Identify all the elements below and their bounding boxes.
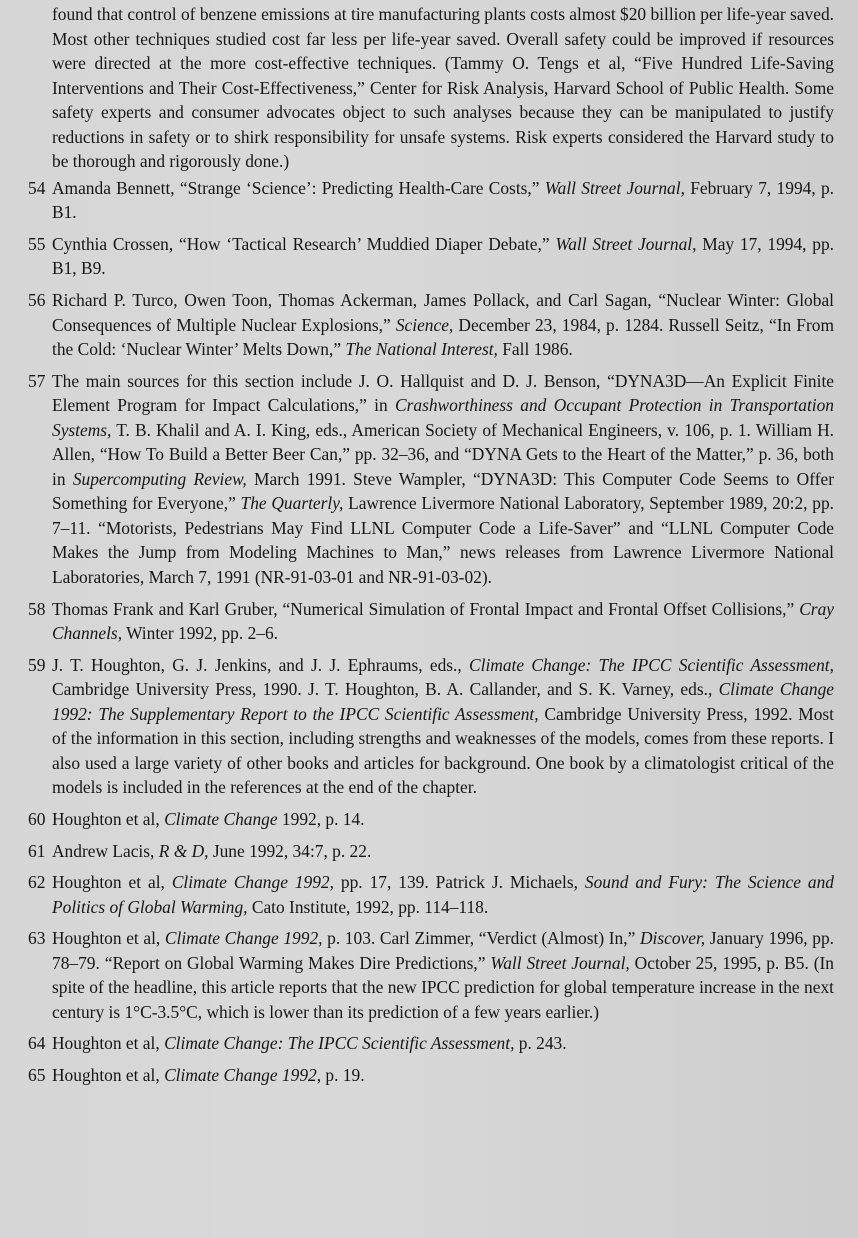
italic-title: Discover, — [639, 928, 706, 949]
italic-title: Climate Change: The IPCC Scientific Assessment, — [164, 1033, 515, 1054]
citation-text: Houghton et al, — [52, 808, 165, 829]
endnote-number: 61 — [28, 840, 46, 861]
italic-title: Climate Change 1992, — [164, 1064, 322, 1085]
endnote-number: 62 — [28, 872, 46, 893]
endnote-text — [52, 178, 834, 223]
endnote-55 — [28, 232, 834, 281]
endnote-56 — [28, 288, 834, 362]
citation-text: p. 103. Carl Zimmer, “Verdict (Almost) In,” — [322, 928, 640, 949]
citation-text: May 17, 1994, pp. B1, B9. — [52, 233, 835, 279]
endnote-59 — [28, 653, 834, 800]
citation-text: pp. 17, 139. Patrick J. Michaels, — [333, 872, 585, 893]
citation-text: J. T. Houghton, G. J. Jenkins, and J. J. Ephraums, eds., — [52, 654, 470, 675]
endnote-text — [52, 371, 834, 587]
endnote-number: 64 — [28, 1033, 46, 1054]
endnote-text — [52, 1033, 567, 1053]
citation-text: Houghton et al, — [52, 872, 172, 893]
endnote-number: 56 — [28, 290, 46, 311]
italic-title: Climate Change 1992, — [171, 872, 334, 893]
citation-text: Cato Institute, 1992, pp. 114–118. — [247, 896, 489, 917]
endnote-text — [52, 234, 834, 279]
citation-text: December 23, 1984, p. 1284. Russell Seitz, “In From the Cold: ‘Nuclear Winter’ Melts Down,” — [52, 314, 834, 360]
endnote-61 — [28, 839, 834, 864]
citation-text: Houghton et al, — [52, 1033, 165, 1054]
citation-text: Winter 1992, pp. 2–6. — [122, 623, 279, 644]
italic-title: Climate Change: The IPCC Scientific Assessment, — [469, 654, 834, 675]
endnote-60 — [28, 807, 834, 832]
endnote-62 — [28, 870, 834, 919]
endnote-number: 65 — [28, 1064, 46, 1085]
citation-text: October 25, 1995, p. B5. (In spite of the headline, this article reports that the new IPCC prediction for global temperature increase in the next century is 1°C-3.5°C, which is lower than its prediction of a few years earlier.) — [52, 952, 834, 1022]
endnote-text — [52, 928, 834, 1022]
endnote-text — [52, 1065, 365, 1085]
endnote-64 — [28, 1031, 834, 1056]
endnote-number: 55 — [28, 233, 46, 254]
italic-title: Science, — [395, 314, 454, 335]
italic-title: Climate Change — [164, 808, 278, 829]
italic-title: Crashworthiness and Occupant Protection in Transportation Systems, — [52, 395, 835, 440]
citation-text: March 1991. Steve Wampler, “DYNA3D: This Computer Code Seems to Offer Something for Everyone,” — [52, 468, 834, 514]
citation-text: p. 243. — [514, 1033, 567, 1054]
italic-title: Wall Street Journal, — [555, 233, 697, 254]
italic-title: Wall Street Journal, — [490, 952, 630, 973]
citation-text: p. 19. — [321, 1064, 365, 1085]
italic-title: The National Interest, — [345, 339, 498, 360]
italic-title: Sound and Fury: The Science and Politics of Global Warming, — [52, 872, 834, 917]
citation-text: Thomas Frank and Karl Gruber, “Numerical Simulation of Frontal Impact and Frontal Offset Collisions,” — [52, 598, 800, 619]
citation-text: June 1992, 34:7, p. 22. — [208, 840, 372, 861]
italic-title: The Quarterly, — [240, 493, 344, 514]
endnote-number: 54 — [28, 177, 46, 198]
citation-text: 1992, p. 14. — [277, 808, 365, 829]
citation-text: Fall 1986. — [497, 339, 573, 360]
endnote-text — [52, 655, 834, 798]
continued-note-text: found that control of benzene emissions at tire manufacturing plants costs almost $20 billion per life-year saved. Most other techniques studied cost far less per life-year saved. Overall safety could be improved if resources were directed at the more cost-effective techniques. (Tammy O. Tengs et al, “Five Hundred Life-Saving Interventions and Their Cost-Effectiveness,” Center for Risk Analysis, Harvard School of Public Health. Some safety experts and consumer advocates object to such analyses because they can be manipulated to justify reductions in safety or to shirk responsibility for unsafe systems. Risk experts considered the Harvard study to be thorough and rigorously done.) — [52, 4, 834, 172]
citation-text: Cambridge University Press, 1992. Most of the information in this section, including strengths and weaknesses of the models, comes from these reports. I also used a large variety of other books and articles for background. One book by a climatologist critical of the models is included in the references at the end of the chapter. — [52, 703, 834, 798]
endnote-number: 59 — [28, 654, 46, 675]
citation-text: January 1996, pp. 78–79. “Report on Global Warming Makes Dire Predictions,” — [52, 928, 835, 973]
endnote-number: 63 — [28, 928, 46, 949]
citation-text: Houghton et al, — [52, 928, 165, 949]
endnote-65 — [28, 1063, 834, 1088]
citation-text: Cynthia Crossen, “How ‘Tactical Research’ Muddied Diaper Debate,” — [52, 233, 556, 254]
citation-text: Lawrence Livermore National Laboratory, September 1989, 20:2, pp. 7–11. “Motorists, Pedestrians May Find LLNL Computer Code a Life-Saver” and “LLNL Computer Code Makes the Jump from Modeling Machines to Man,” news releases from Lawrence Livermore National Laboratories, March 7, 1991 (NR-91-03-01 and NR-91-03-02). — [52, 493, 834, 588]
endnote-text — [52, 841, 371, 861]
citation-text: Amanda Bennett, “Strange ‘Science’: Predicting Health-Care Costs,” — [52, 177, 545, 198]
endnotes-list — [28, 176, 834, 1088]
italic-title: Climate Change 1992, — [164, 928, 323, 949]
italic-title: Supercomputing Review, — [72, 468, 247, 489]
endnote-text — [52, 809, 365, 829]
endnote-58 — [28, 597, 834, 646]
endnote-text — [52, 290, 834, 359]
italic-title: Climate Change 1992: The Supplementary Report to the IPCC Scientific Assessment, — [52, 679, 835, 724]
endnote-57 — [28, 369, 834, 590]
citation-text: February 7, 1994, p. B1. — [52, 177, 834, 223]
endnote-text — [52, 599, 834, 644]
italic-title: R & D, — [158, 840, 209, 861]
citation-text: The main sources for this section include J. O. Hallquist and D. J. Benson, “DYNA3D—An Explicit Finite Element Program for Impact Calculations,” in — [52, 370, 834, 416]
citation-text: Richard P. Turco, Owen Toon, Thomas Ackerman, James Pollack, and Carl Sagan, “Nuclear Winter: Global Consequences of Multiple Nuclear Explosions,” — [52, 290, 834, 335]
italic-title: Cray Channels, — [52, 598, 834, 644]
endnote-63 — [28, 926, 834, 1024]
endnote-number: 60 — [28, 808, 46, 829]
citation-text: Cambridge University Press, 1990. J. T. Houghton, B. A. Callander, and S. K. Varney, eds., — [52, 679, 719, 700]
endnote-number: 58 — [28, 598, 46, 619]
citation-text: T. B. Khalil and A. I. King, eds., American Society of Mechanical Engineers, v. 106, p. 1. William H. Allen, “How To Build a Better Beer Can,” pp. 32–36, and “DYNA Gets to the Heart of the Matter,” p. 36, both in — [52, 419, 834, 489]
italic-title: Wall Street Journal, — [544, 177, 685, 198]
endnote-text — [52, 872, 834, 917]
citation-text: Houghton et al, — [52, 1064, 165, 1085]
endnotes-column — [28, 2, 834, 1094]
citation-text: Andrew Lacis, — [52, 840, 159, 861]
endnote-number: 57 — [28, 370, 46, 391]
endnote-54 — [28, 176, 834, 225]
